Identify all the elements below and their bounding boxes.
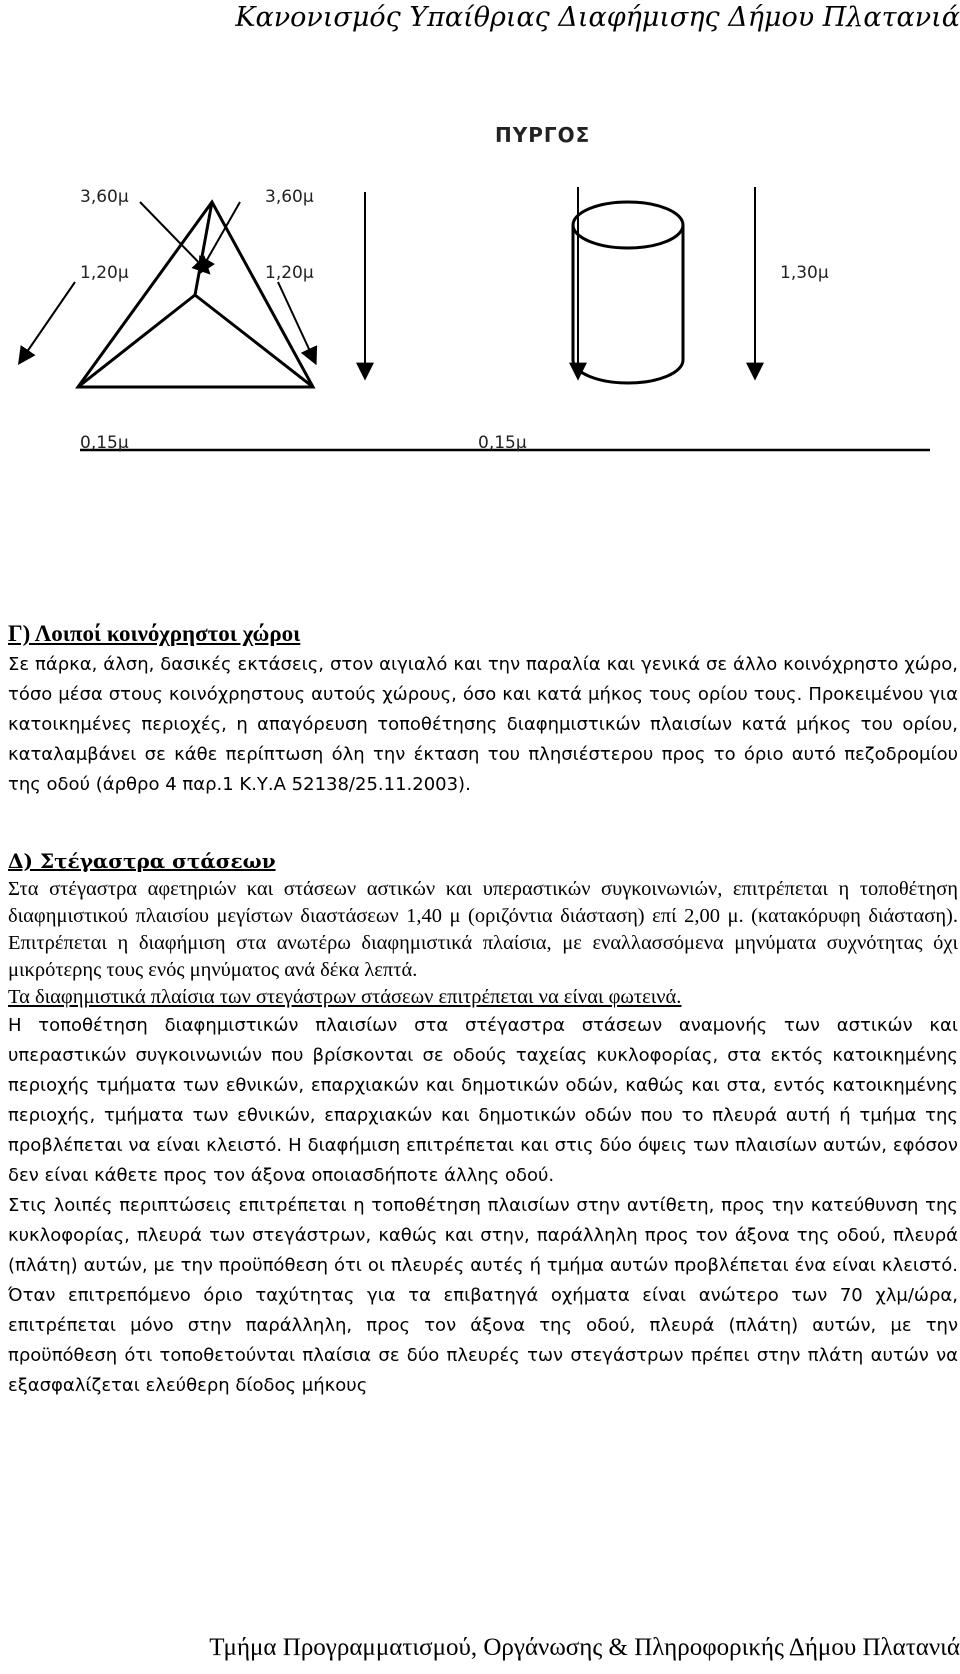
- page-footer: Τμήμα Προγραμματισμού, Οργάνωσης & Πληροφορικής Δήμου Πλατανιά: [209, 1634, 960, 1661]
- label-tower-base: 0,15μ: [478, 433, 527, 453]
- pyramid-arrows: [20, 192, 365, 377]
- label-pyramid-top-right: 3,60μ: [265, 187, 314, 207]
- tower-arrows: [578, 187, 755, 377]
- section-d-heading: Δ) Στέγαστρα στάσεων: [8, 849, 276, 873]
- section-d-underlined-note: Τα διαφημιστικά πλαίσια των στεγάστρων στάσεων επιτρέπεται να είναι φωτεινά.: [8, 986, 682, 1008]
- label-pyramid-mid-right: 1,20μ: [265, 263, 314, 283]
- section-d-paragraph-1: Στα στέγαστρα αφετηριών και στάσεων αστικών και υπεραστικών συγκοινωνιών, επιτρέπεται η τοποθέτηση διαφημιστικού πλαισίου μεγίστων διαστάσεων 1,40 μ (οριζόντια διάσταση) επί 2,00 μ. (κατακόρυφη διάσταση). Επιτρέπεται η διαφήμιση στα ανωτέρω διαφημιστικά πλαίσια, με εναλλασσόμενα μηνύματα συχνότητας όχι μικρότερης τους ενός μηνύματος ανά δέκα λεπτά.: [8, 878, 958, 981]
- pyramid-shape: [78, 202, 313, 387]
- diagram-title: ΠΥΡΓΟΣ: [495, 123, 591, 147]
- document-body: [8, 618, 958, 1401]
- section-d-paragraph-3: Στις λοιπές περιπτώσεις επιτρέπεται η τοποθέτηση πλαισίων στην αντίθετη, προς την κατεύθυνση της κυκλοφορίας, πλευρά των στεγάστρων, καθώς και στην, παράλληλη προς τον άξονα της οδού, πλευρά (πλάτη) αυτών, με την προϋπόθεση ότι οι πλευρές αυτές ή τμήμα αυτών προβλέπεται ένα είναι κλειστό. Όταν επιτρεπόμενο όριο ταχύτητας για τα επιβατηγά οχήματα είναι ανώτερο των 70 χλμ/ώρα, επιτρέπεται μόνο στην παράλληλη, προς τον άξονα της οδού, πλευρά (πλάτη) αυτών, με την προϋπόθεση ότι τοποθετούνται πλαίσια σε δύο πλευρές των στεγάστρων πρέπει στην πλάτη αυτών να εξασφαλίζεται ελεύθερη δίοδος μήκους: [8, 1195, 958, 1396]
- label-pyramid-mid-left: 1,20μ: [80, 263, 129, 283]
- label-pyramid-top-left: 3,60μ: [80, 187, 129, 207]
- diagram-pyramid-tower: [0, 92, 960, 522]
- label-tower-height: 1,30μ: [780, 263, 829, 283]
- section-g-body: Σε πάρκα, άλση, δασικές εκτάσεις, στον αιγιαλό και την παραλία και γενικά σε άλλο κοινόχρηστο χώρο, τόσο μέσα στους κοινόχρηστους αυτούς χώρους, όσο και κατά μήκος τους ορίου τους. Προκειμένου για κατοικημένες περιοχές, η απαγόρευση τοποθέτησης διαφημιστικών πλαισίων κατά μήκος του ορίου, καταλαμβάνει σε κάθε περίπτωση όλη την έκταση του πλησιέστερου προς το όριο αυτό πεζοδρομίου της οδού (άρθρο 4 παρ.1 Κ.Υ.Α 52138/25.11.2003).: [8, 654, 958, 795]
- section-d-paragraph-2: Η τοποθέτηση διαφημιστικών πλαισίων στα στέγαστρα στάσεων αναμονής των αστικών και υπεραστικών συγκοινωνιών που βρίσκονται σε οδούς ταχείας κυκλοφορίας, στα εκτός κατοικημένης περιοχής τμήματα των εθνικών, επαρχιακών και δημοτικών οδών, καθώς και στα, εντός κατοικημένης περιοχής, τμήματα των εθνικών, επαρχιακών και δημοτικών οδών που το πλευρά αυτή ή τμήμα της προβλέπεται να είναι κλειστό. Η διαφήμιση επιτρέπεται και στις δύο όψεις των πλαισίων αυτών, εφόσον δεν είναι κάθετε προς τον άξονα οποιασδήποτε άλλης οδού.: [8, 1015, 958, 1186]
- section-g-heading: Γ) Λοιποί κοινόχρηστοι χώροι: [8, 621, 301, 646]
- label-pyramid-base: 0,15μ: [80, 433, 129, 453]
- page-header: Κανονισμός Υπαίθριας Διαφήμισης Δήμου Πλατανιά: [235, 2, 960, 33]
- tower-shape: [573, 202, 683, 383]
